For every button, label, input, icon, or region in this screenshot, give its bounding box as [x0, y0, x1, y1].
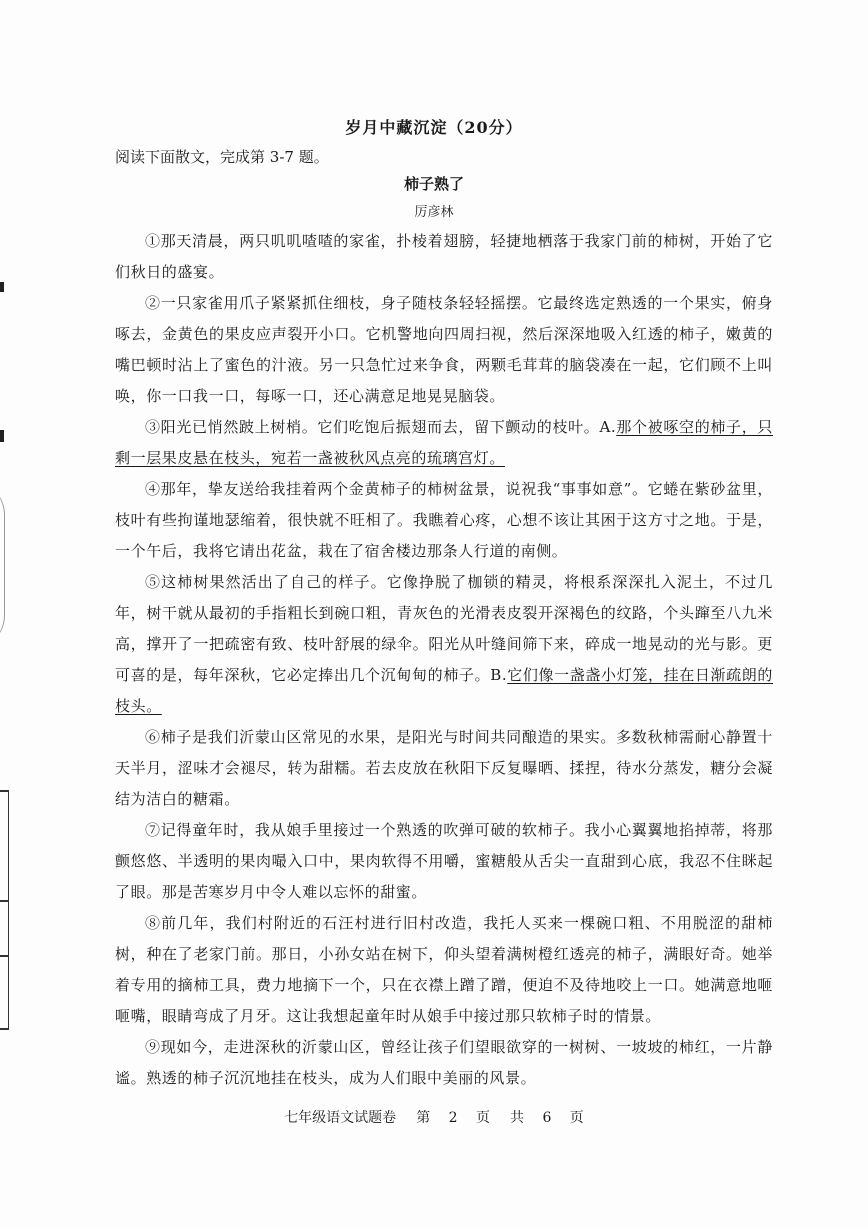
- binding-curve: [0, 480, 5, 650]
- reading-instruction: 阅读下面散文，完成第 3-7 题。: [115, 148, 329, 166]
- paragraph-5-text: ⑤这柿树果然活出了自己的样子。它像挣脱了枷锁的精灵，将根系深深扎入泥土，不过几年，树干就从最初的手指粗长到碗口粗，青灰色的光滑表皮裂开深褐色的纹路，个头蹿至八九米高，撑开了一把疏密有致、枝叶舒展的绿伞。阳光从叶缝间筛下来，碎成一地晃动的光与影。更可喜的是，每年深秋，它必定捧出几个沉甸甸的柿子。B.: [115, 573, 773, 684]
- paragraph-8: ⑧前几年，我们村附近的石汪村进行旧村改造，我托人买来一棵碗口粗、不用脱涩的甜柿树，种在了老家门前。那日，小孙女站在树下，仰头望着满树橙红透亮的柿子，满眼好奇。她举着专用的摘柿工具，费力地摘下一个，只在衣襟上蹭了蹭，便迫不及待地咬上一口。她满意地咂咂嘴，眼睛弯成了月牙。这让我想起童年时从娘手中接过那只软柿子时的情景。: [115, 914, 773, 1025]
- binding-tick: [0, 900, 8, 902]
- paragraph-9: ⑨现如今，走进深秋的沂蒙山区，曾经让孩子们望眼欲穿的一树树、一坡坡的柿红，一片静谧。熟透的柿子沉沉地挂在枝头，成为人们眼中美丽的风景。: [115, 1038, 773, 1087]
- page-footer: [0, 1107, 868, 1127]
- essay-body: [115, 226, 773, 1094]
- binding-tick: [0, 790, 8, 792]
- paragraph-3-text: ③阳光已悄然跛上树梢。它们吃饱后振翅而去，留下颤动的枝叶。A.: [145, 418, 617, 436]
- underlined-sentence-a: 那个被啄空的柿子，只剩一层果皮悬在枝头，宛若一盏被秋风点亮的琉璃宫灯。: [115, 418, 773, 467]
- binding-line: [0, 790, 9, 1030]
- scan-edge-mark: [0, 282, 4, 292]
- essay-author: 厉彦林: [414, 205, 454, 220]
- binding-tick: [0, 1028, 8, 1030]
- underlined-sentence-b: 它们像一盏盏小灯笼，挂在日渐疏朗的枝头。: [115, 666, 773, 715]
- essay-title: 柿子熟了: [403, 175, 464, 193]
- section-title: 岁月中藏沉淀（20分）: [345, 118, 523, 137]
- paragraph-6: ⑥柿子是我们沂蒙山区常见的水果，是阳光与时间共同酿造的果实。多数秋柿需耐心静置十天半月，涩味才会褪尽，转为甜糯。若去皮放在秋阳下反复曝晒、揉捏，待水分蒸发，糖分会凝结为洁白的糖霜。: [115, 728, 773, 808]
- footer-total-pages: 共 6 页: [510, 1110, 584, 1126]
- paragraph-5: [115, 567, 773, 722]
- paragraph-7: ⑦记得童年时，我从娘手里接过一个熟透的吹弹可破的软柿子。我小心翼翼地掐掉蒂，将那颤悠悠、半透明的果肉嘬入口中，果肉软得不用嚼，蜜糖般从舌尖一直甜到心底，我忍不住眯起了眼。那是苦寒岁月中令人难以忘怀的甜蜜。: [115, 821, 773, 901]
- scan-edge-mark: [0, 430, 4, 442]
- paragraph-1: ①那天清晨，两只叽叽喳喳的家雀，扑棱着翅膀，轻捷地栖落于我家门前的柿树，开始了它们秋日的盛宴。: [115, 232, 773, 281]
- paragraph-4: ④那年，挚友送给我挂着两个金黄柿子的柿树盆景，说祝我“事事如意”。它蜷在紫砂盆里，枝叶有些拘谨地瑟缩着，很快就不旺相了。我瞧着心疼，心想不该让其困于这方寸之地。于是，一个午后，我将它请出花盆，栽在了宿舍楼边那条人行道的南侧。: [115, 480, 773, 560]
- footer-exam-name: 七年级语文试题卷: [284, 1110, 397, 1126]
- binding-tick: [0, 955, 8, 957]
- footer-page-number: 第 2 页: [416, 1110, 490, 1126]
- paragraph-3: [115, 412, 773, 474]
- paragraph-2: ②一只家雀用爪子紧紧抓住细枝，身子随枝条轻轻摇摆。它最终选定熟透的一个果实，俯身啄去，金黄色的果皮应声裂开小口。它机警地向四周扫视，然后深深地吸入红透的柿子，嫩黄的嘴巴顿时沾上了蜜色的汁液。另一只急忙过来争食，两颗毛茸茸的脑袋凑在一起，它们顾不上叫唤，你一口我一口，每啄一口，还心满意足地晃晃脑袋。: [115, 294, 773, 405]
